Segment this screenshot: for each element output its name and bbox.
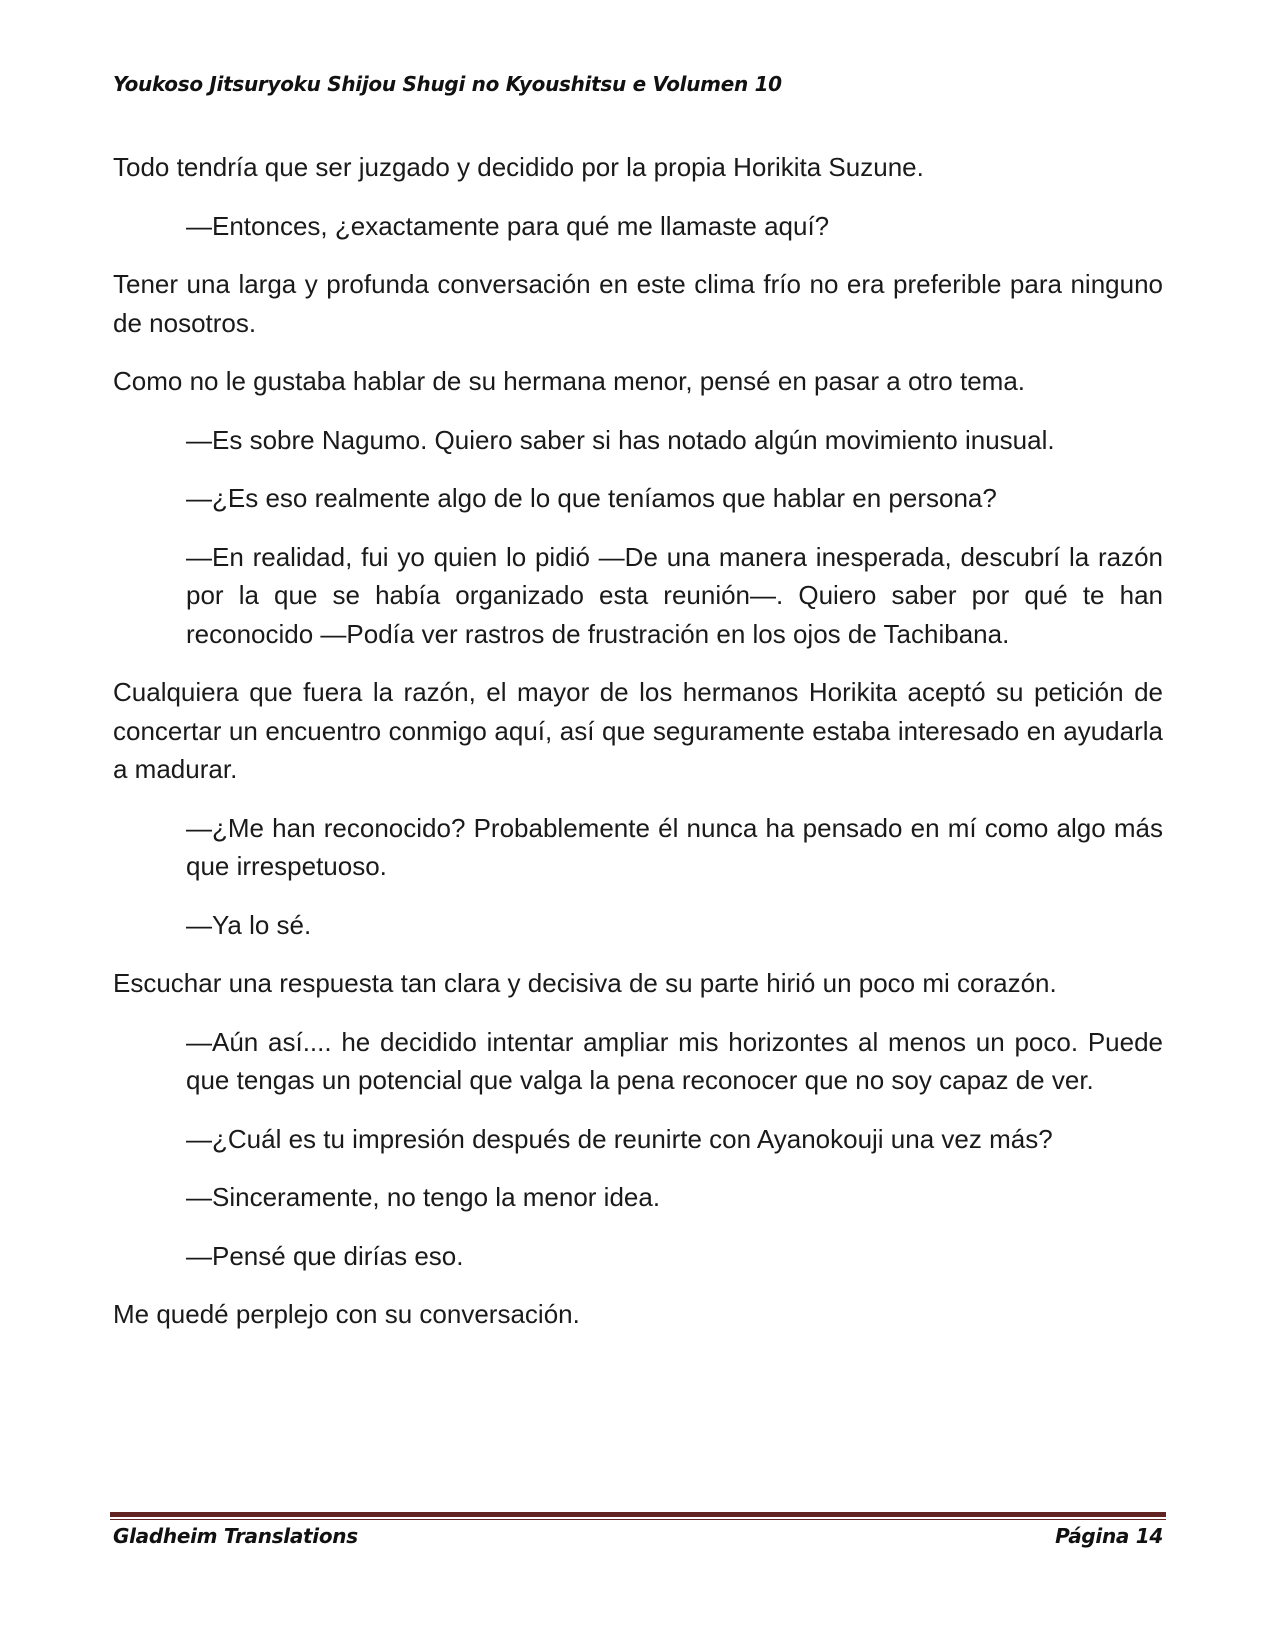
page-body: [113, 148, 1163, 1354]
footer-publisher: Gladheim Translations: [113, 1524, 358, 1548]
paragraph-narration: Me quedé perplejo con su conversación.: [113, 1299, 580, 1329]
paragraph-narration: Escuchar una respuesta tan clara y decisiva de su parte hirió un poco mi corazón.: [113, 968, 1057, 998]
paragraph-dialogue: —Sinceramente, no tengo la menor idea.: [186, 1182, 661, 1212]
paragraph-narration: Cualquiera que fuera la razón, el mayor de los hermanos Horikita aceptó su petición de concertar un encuentro conmigo aquí, así que seguramente estaba interesado en ayudarla a madurar.: [113, 677, 1163, 784]
footer-divider: [110, 1512, 1166, 1520]
paragraph-dialogue: —Ya lo sé.: [186, 909, 312, 940]
footer-divider-thin: [110, 1519, 1166, 1520]
paragraph-dialogue: —¿Es eso realmente algo de lo que teníamos que hablar en persona?: [186, 483, 997, 513]
paragraph-dialogue: —Es sobre Nagumo. Quiero saber si has notado algún movimiento inusual.: [186, 424, 1055, 455]
paragraph-dialogue: —¿Me han reconocido? Probablemente él nunca ha pensado en mí como algo más que irrespetuoso.: [186, 812, 1163, 881]
footer-divider-thick: [110, 1512, 1166, 1517]
paragraph-dialogue: —Aún así.... he decidido intentar ampliar mis horizontes al menos un poco. Puede que tengas un potencial que valga la pena reconocer que no soy capaz de ver.: [186, 1026, 1163, 1095]
page-footer: [113, 1524, 1163, 1548]
paragraph-narration: Tener una larga y profunda conversación en este clima frío no era preferible para ninguno de nosotros.: [113, 269, 1163, 338]
paragraph-dialogue: —Pensé que dirías eso.: [186, 1240, 464, 1271]
paragraph-dialogue: —Entonces, ¿exactamente para qué me llamaste aquí?: [186, 210, 830, 241]
page-header: [113, 72, 1163, 96]
paragraph-narration: Como no le gustaba hablar de su hermana menor, pensé en pasar a otro tema.: [113, 366, 1026, 396]
paragraph-dialogue: —En realidad, fui yo quien lo pidió —De una manera inesperada, descubrí la razón por la que se había organizado esta reunión—. Quiero saber por qué te han reconocido —Podía ver rastros de frustración en los ojos de Tachibana.: [186, 541, 1163, 649]
paragraph-narration: Todo tendría que ser juzgado y decidido por la propia Horikita Suzune.: [113, 152, 924, 182]
paragraph-dialogue: —¿Cuál es tu impresión después de reunirte con Ayanokouji una vez más?: [186, 1123, 1053, 1154]
footer-page-number: Página 14: [1055, 1524, 1163, 1548]
header-title: Youkoso Jitsuryoku Shijou Shugi no Kyoushitsu e Volumen 10: [113, 72, 782, 96]
